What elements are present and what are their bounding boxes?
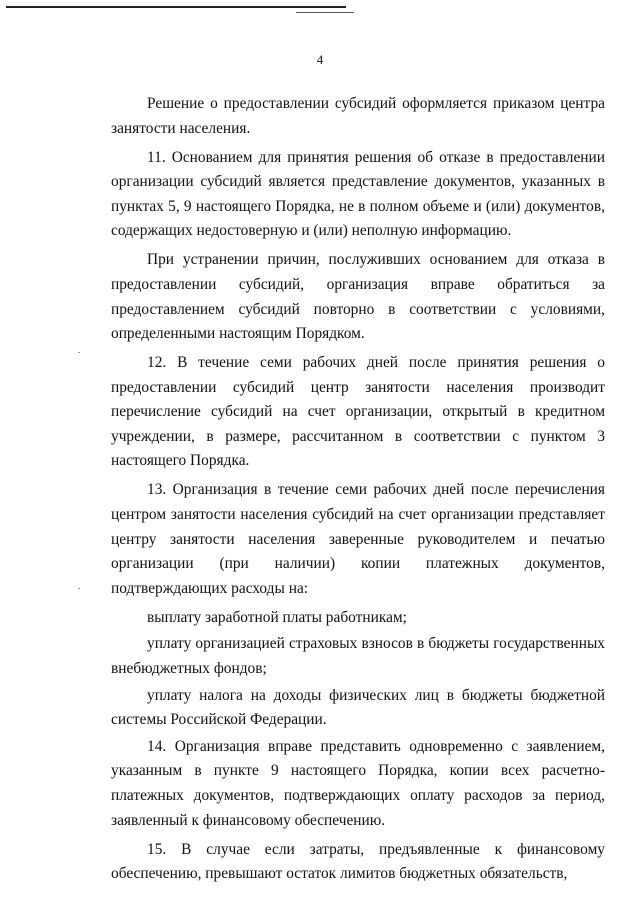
scan-speck [78, 588, 80, 589]
paragraph-13: 13. Организация в течение семи рабочих дней после перечисления центром занятости населения субсидий на счет организации представляет центру занятости населения заверенные руководителем и печатью организации (при наличии) копии платежных документов, подтверждающих расходы на: [111, 481, 605, 597]
list-item-income-tax: уплату налога на доходы физических лиц в бюджеты бюджетной системы Российской Федерации. [111, 686, 605, 729]
top-scan-rule-thin [296, 12, 354, 13]
top-scan-rule [6, 6, 346, 8]
paragraph-12: 12. В течение семи рабочих дней после принятия решения о предоставлении субсидий центр занятости населения производит перечисление субсидий на счет организации, открытый в кредитном учреждении, в размере, рассчитанном в соответствии с пунктом 3 настоящего Порядка. [111, 354, 605, 470]
scan-speck [78, 352, 80, 353]
paragraph-decision: Решение о предоставлении субсидий оформляется приказом центра занятости населения. [111, 95, 605, 137]
paragraph-14: 14. Организация вправе представить одновременно с заявлением, указанным в пункте 9 настоящего Порядка, копии всех расчетно-платежных документов, подтверждающих оплату расходов за период, заявленный к финансовому обеспечению. [111, 737, 605, 829]
paragraph-15: 15. В случае если затраты, предъявленные к финансовому обеспечению, превышают остаток лимитов бюджетных обязательств, [111, 840, 605, 883]
list-item-insurance: уплату организацией страховых взносов в бюджеты государственных внебюджетных фондов; [111, 635, 605, 678]
document-body [111, 92, 605, 891]
paragraph-11: 11. Основанием для принятия решения об отказе в предоставлении организации субсидий является представление документов, указанных в пунктах 5, 9 настоящего Порядка, не в полном объеме и (или) документов, содержащих недостоверную и (или) неполную информацию. [111, 148, 605, 240]
list-item-wages: выплату заработной платы работникам; [147, 608, 407, 626]
page-number: 4 [316, 52, 324, 67]
paragraph-reapply: При устранении причин, послуживших основанием для отказа в предоставлении субсидий, организация вправе обратиться за предоставлением субсидий повторно в соответствии с условиями, определенными настоящим Порядком. [111, 251, 605, 343]
